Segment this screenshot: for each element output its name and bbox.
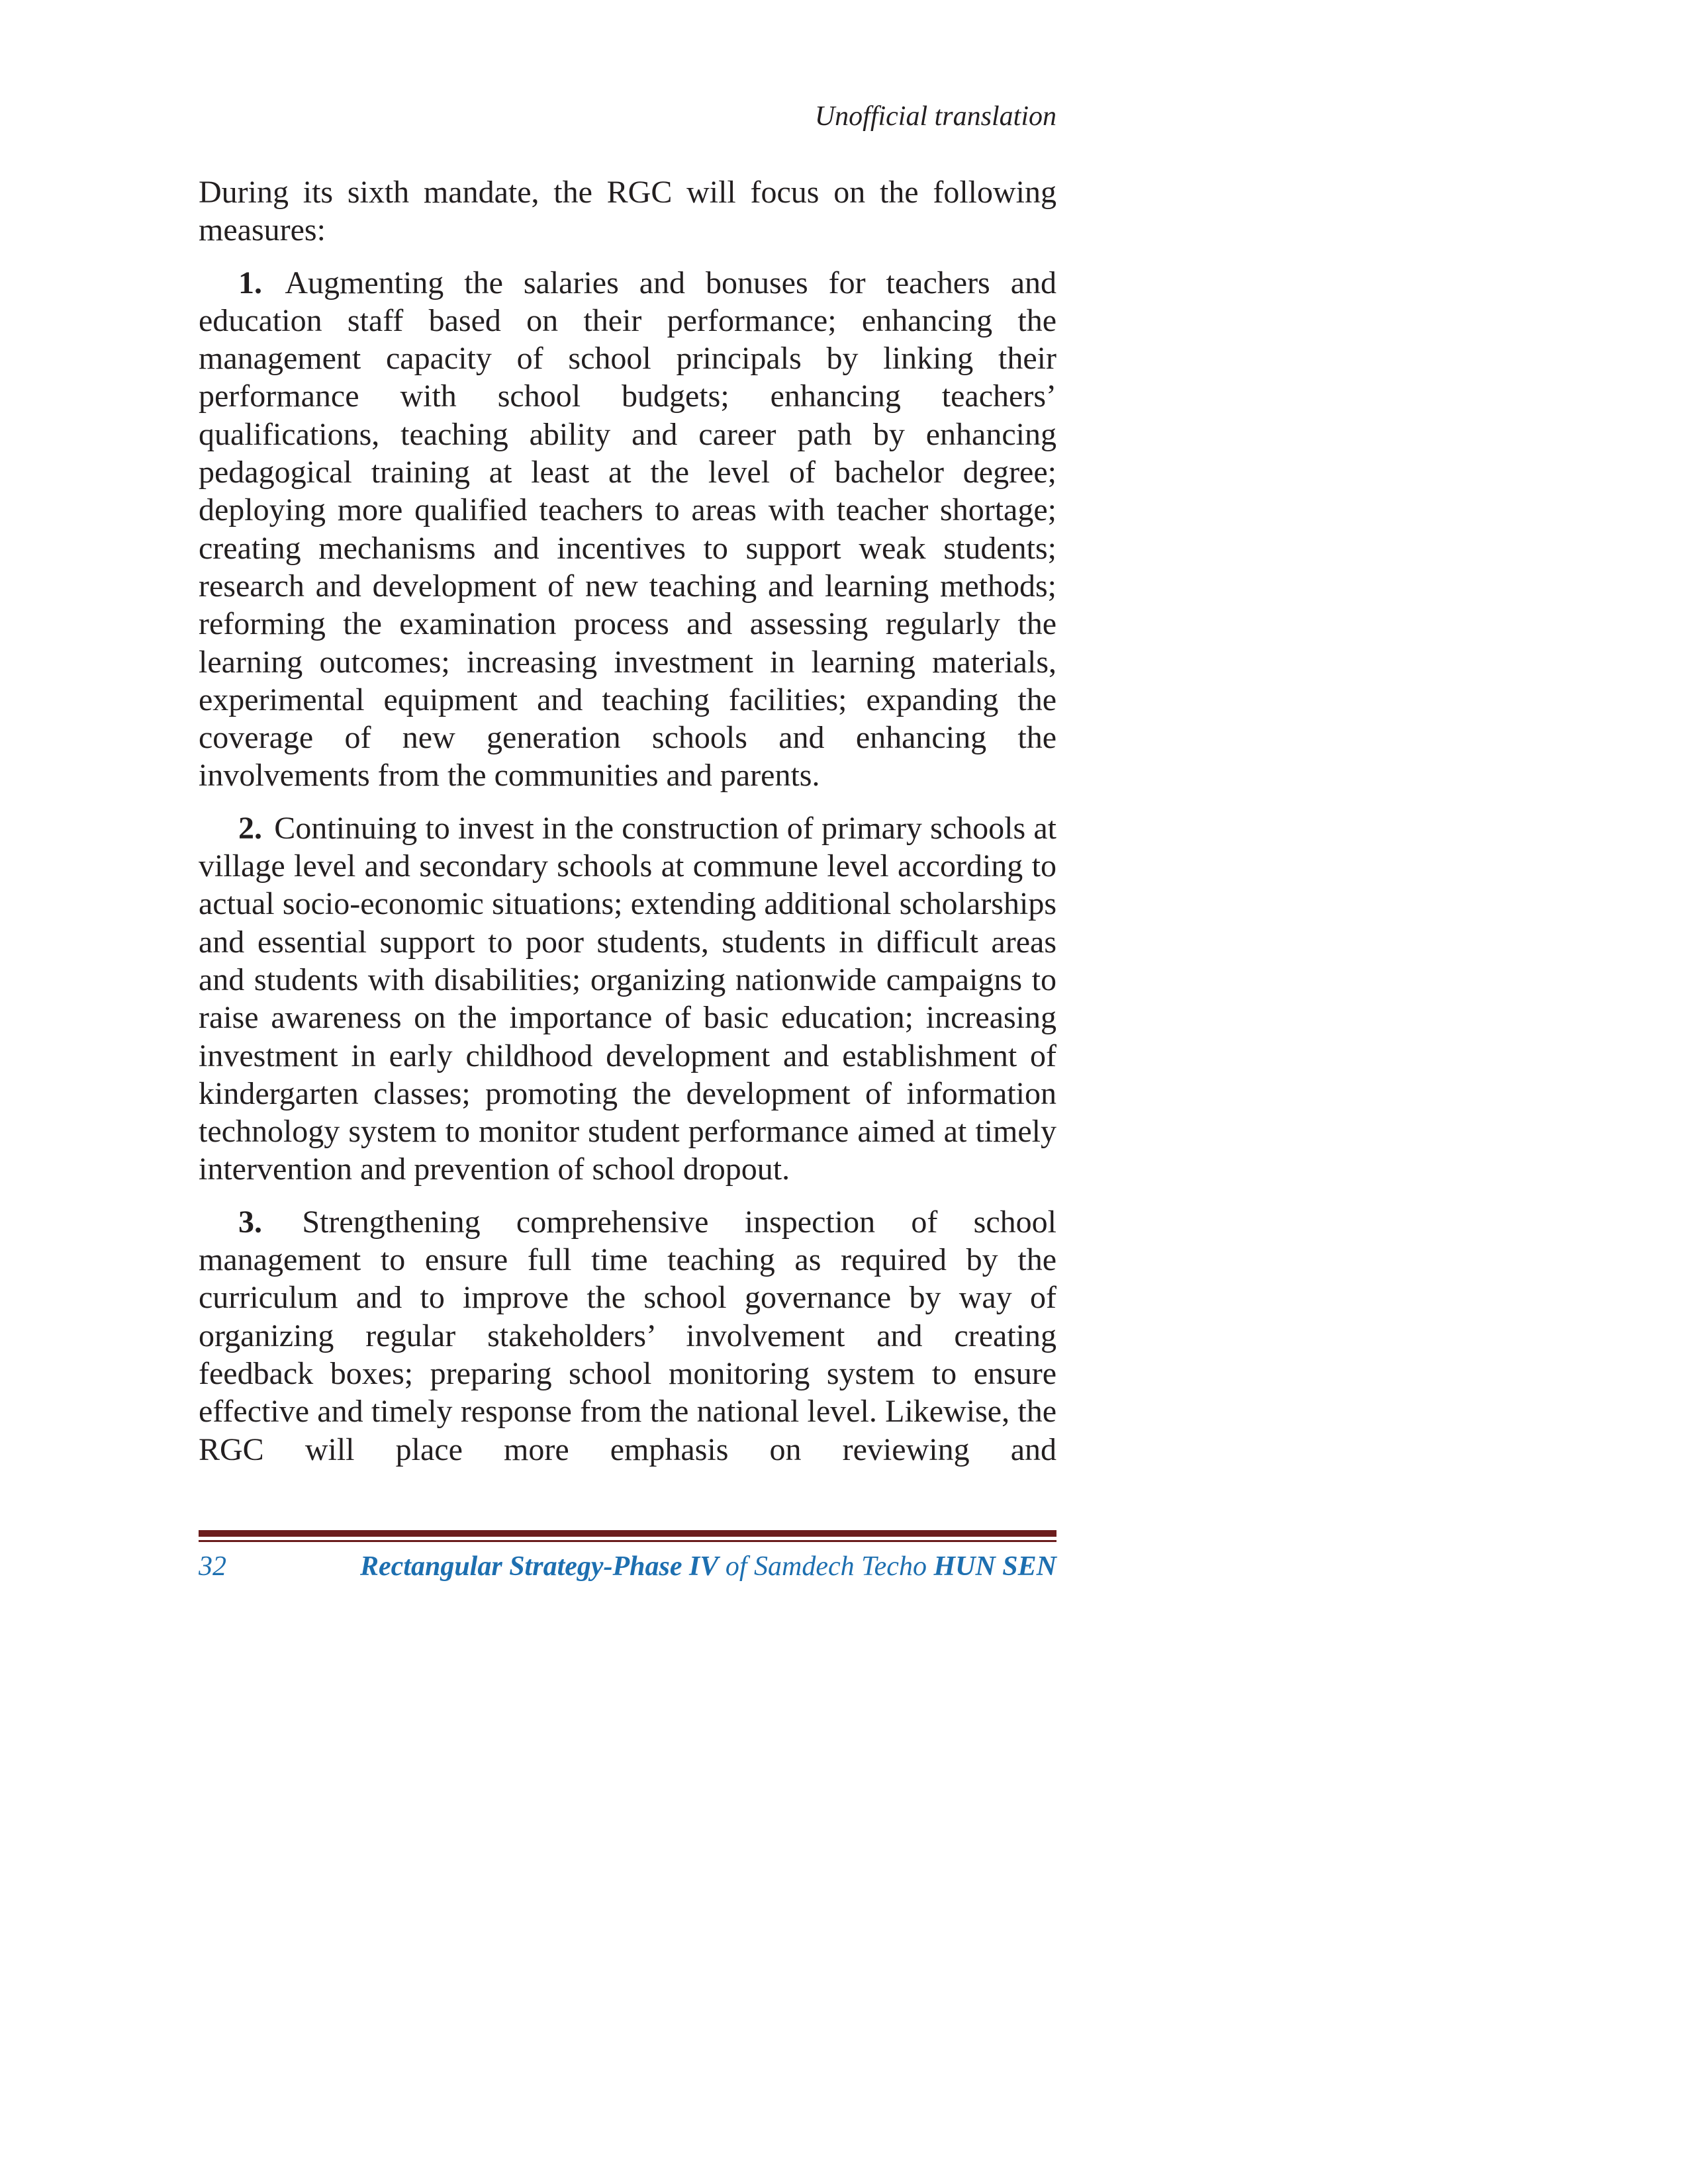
item-number: 3. <box>238 1204 262 1240</box>
page-header-note: Unofficial translation <box>814 101 1056 132</box>
running-title-of: of Samdech Techo <box>718 1551 934 1582</box>
list-item-1 <box>199 264 1056 795</box>
list-item-2 <box>199 809 1056 1189</box>
footer-divider-thick <box>199 1530 1056 1537</box>
running-title <box>360 1549 1056 1584</box>
item-text: Strengthening comprehensive inspection of school management to ensure full time teaching as required by the curriculum and to improve the school governance by way of organizing regular stakeholders’ involvement and creating feedback boxes; preparing school monitoring system to ensure effective and timely response from the national level. Likewise, the RGC will place more emphasis on reviewing and <box>199 1204 1057 1467</box>
intro-paragraph: During its sixth mandate, the RGC will focus on the following measures: <box>199 175 1056 248</box>
item-text: Continuing to invest in the construction of primary schools at village level and secondary schools at commune level according to actual socio-economic situations; extending additional scholarships and essential support to poor students, students in difficult areas and students with disabilities; organizing nationwide campaigns to raise awareness on the importance of basic education; increasing investment in early childhood development and establishment of kindergarten classes; promoting the development of information technology system to monitor student performance aimed at timely intervention and prevention of school dropout. <box>199 810 1057 1187</box>
body-text <box>199 173 1056 1469</box>
list-item-3 <box>199 1203 1056 1469</box>
footer-divider <box>199 1530 1056 1545</box>
running-title-strategy: Rectangular Strategy-Phase IV <box>360 1551 719 1582</box>
item-number: 2. <box>238 810 262 846</box>
footer-divider-thin <box>199 1540 1056 1542</box>
page-number: 32 <box>199 1551 226 1582</box>
running-title-name: HUN SEN <box>933 1551 1056 1582</box>
page-footer <box>199 1549 1056 1584</box>
item-number: 1. <box>238 265 262 300</box>
item-text: Augmenting the salaries and bonuses for teachers and education staff based on their performance; enhancing the management capacity of school principals by linking their performance with school budgets; enhancing teachers’ qualifications, teaching ability and career path by enhancing pedagogical training at least at the level of bachelor degree; deploying more qualified teachers to areas with teacher shortage; creating mechanisms and incentives to support weak students; research and development of new teaching and learning methods; reforming the examination process and assessing regularly the learning outcomes; increasing investment in learning materials, experimental equipment and teaching facilities; expanding the coverage of new generation schools and enhancing the involvements from the communities and parents. <box>199 265 1056 794</box>
